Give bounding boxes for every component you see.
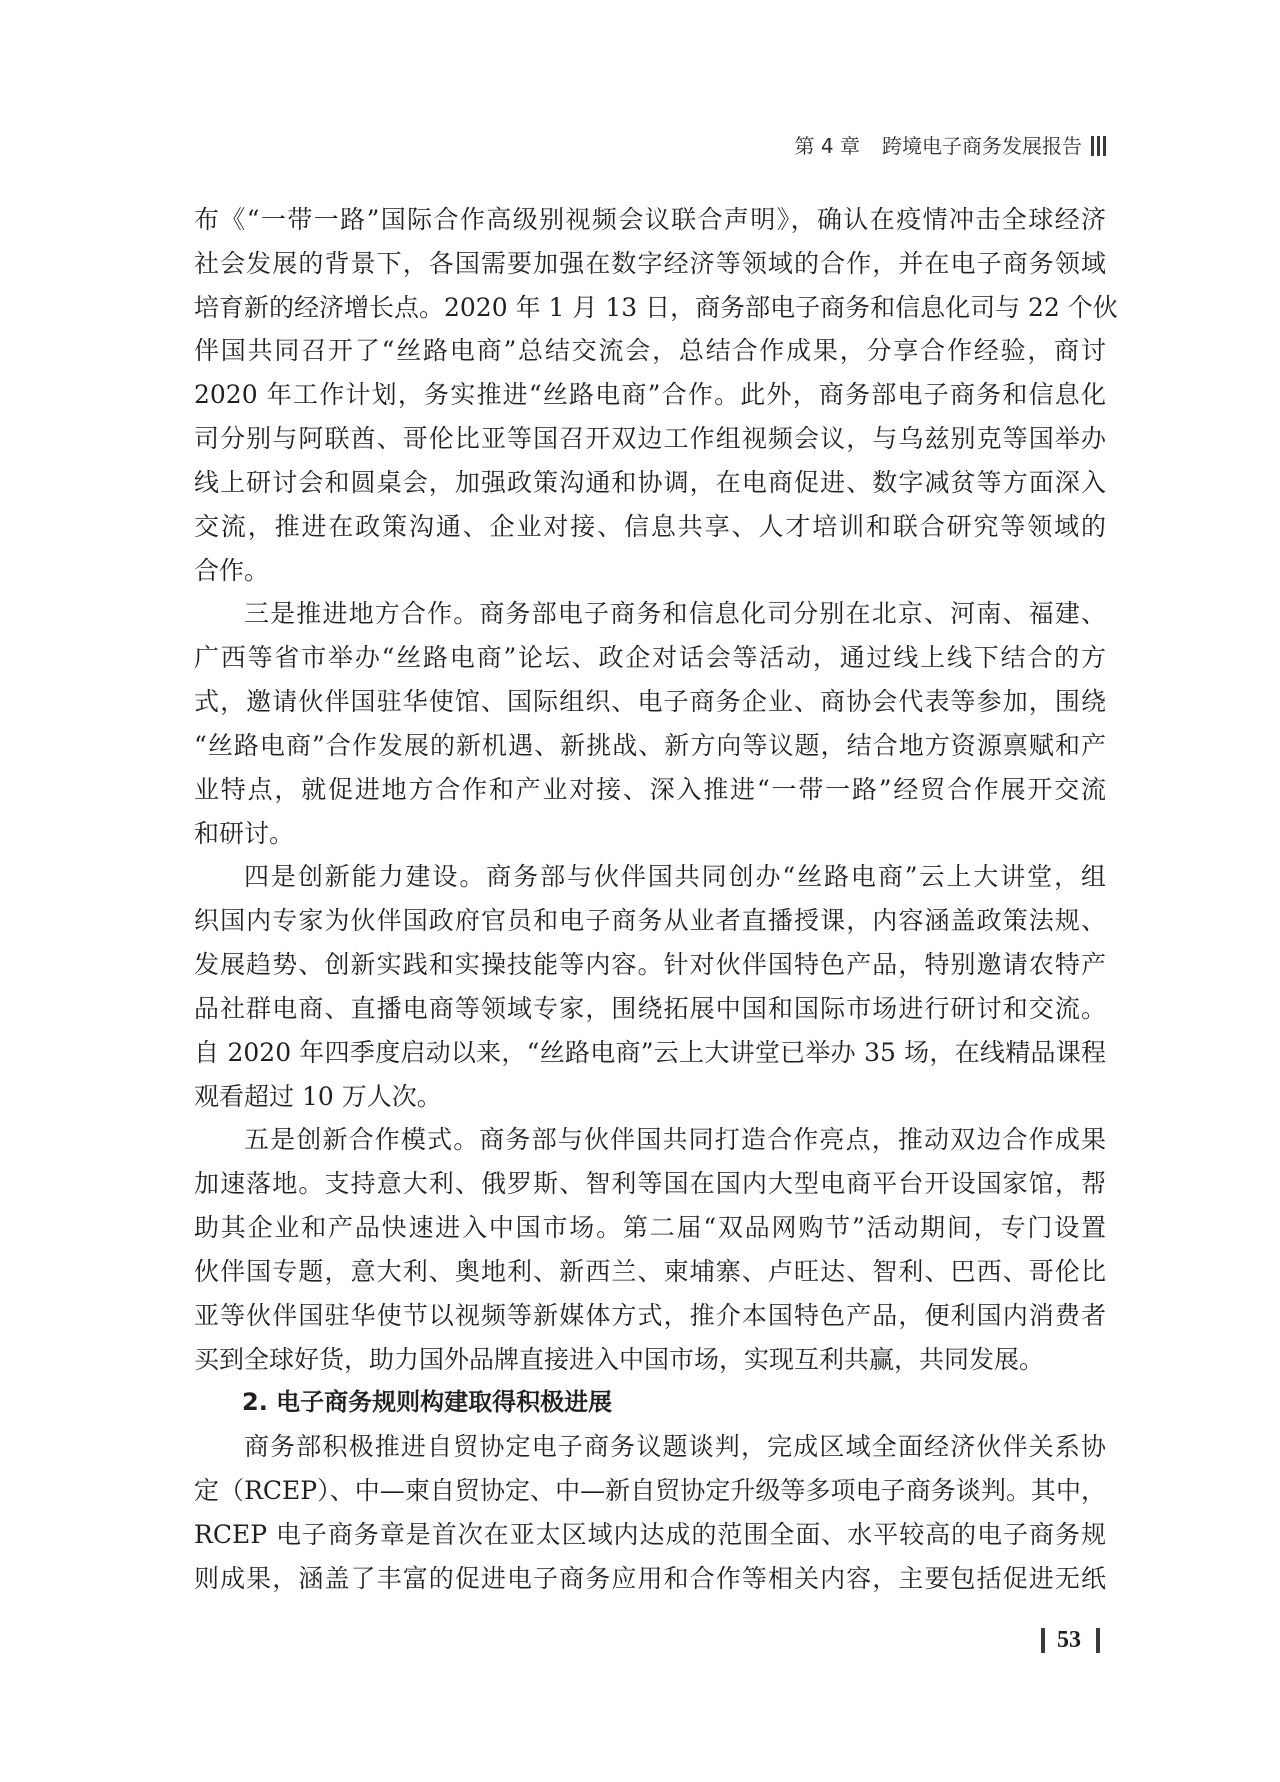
text-line: 助其企业和产品快速进入中国市场。第二届“双品网购节”活动期间，专门设置: [194, 1213, 1106, 1243]
text-line: 业特点，就促进地方合作和产业对接、深入推进“一带一路”经贸合作展开交流: [194, 774, 1106, 804]
header-bar: [1103, 136, 1106, 156]
text-line: 2020 年工作计划，务实推进“丝路电商”合作。此外，商务部电子商务和信息化: [194, 380, 1106, 410]
text-line: 培育新的经济增长点。2020 年 1 月 13 日，商务部电子商务和信息化司与 22 个伙: [194, 292, 1118, 322]
page-number: 53: [1057, 1627, 1081, 1653]
text-line: 交流，推进在政策沟通、企业对接、信息共享、人才培训和联合研究等领域的: [194, 511, 1106, 541]
paragraph: [194, 855, 1106, 1118]
text-line: 四是创新能力建设。商务部与伙伴国共同创办“丝路电商”云上大讲堂，组: [244, 862, 1106, 892]
section-heading: 2. 电子商务规则构建取得积极进展: [242, 1388, 613, 1417]
text-line: 五是创新合作模式。商务部与伙伴国共同打造合作亮点，推动双边合作成果: [244, 1125, 1106, 1155]
text-line: RCEP 电子商务章是首次在亚太区域内达成的范围全面、水平较高的电子商务规: [194, 1519, 1106, 1549]
running-header: [795, 132, 1106, 160]
paragraph: [194, 198, 1118, 592]
chapter-title: 跨境电子商务发展报告: [882, 134, 1082, 158]
header-bar: [1097, 136, 1100, 156]
folio-bar-left: [1041, 1628, 1045, 1653]
text-line: 和研讨。: [194, 818, 295, 848]
text-line: 买到全球好货，助力国外品牌直接进入中国市场，实现互利共赢，共同发展。: [194, 1344, 1045, 1374]
text-line: 三是推进地方合作。商务部电子商务和信息化司分别在北京、河南、福建、: [244, 599, 1106, 629]
chapter-number: 第 4 章: [794, 134, 860, 158]
header-bars-ornament: [1088, 136, 1106, 156]
text-line: 社会发展的背景下，各国需要加强在数字经济等领域的合作，并在电子商务领域: [194, 248, 1106, 278]
page-number-block: [1041, 1626, 1100, 1654]
text-line: 织国内专家为伙伴国政府官员和电子商务从业者直播授课，内容涵盖政策法规、: [194, 906, 1106, 936]
paragraph: [194, 592, 1106, 855]
text-line: 布《“一带一路”国际合作高级别视频会议联合声明》，确认在疫情冲击全球经济: [194, 205, 1106, 234]
text-line: 则成果，涵盖了丰富的促进电子商务应用和合作等相关内容，主要包括促进无纸: [194, 1563, 1106, 1593]
text-line: 合作。: [194, 555, 270, 585]
text-line: 观看超过 10 万人次。: [194, 1081, 442, 1111]
text-line: 品社群电商、直播电商等领域专家，围绕拓展中国和国际市场进行研讨和交流。: [194, 993, 1106, 1023]
text-line: 司分别与阿联酋、哥伦比亚等国召开双边工作组视频会议，与乌兹别克等国举办: [194, 424, 1106, 454]
paragraph: [194, 1118, 1106, 1381]
text-line: 式，邀请伙伴国驻华使馆、国际组织、电子商务企业、商协会代表等参加，围绕: [194, 687, 1106, 717]
text-line: 伴国共同召开了“丝路电商”总结交流会，总结合作成果，分享合作经验，商讨: [194, 336, 1106, 366]
text-line: 自 2020 年四季度启动以来，“丝路电商”云上大讲堂已举办 35 场，在线精品课程: [194, 1037, 1106, 1067]
text-line: 线上研讨会和圆桌会，加强政策沟通和协调，在电商促进、数字减贫等方面深入: [194, 467, 1106, 497]
text-line: 定（RCEP）、中—柬自贸协定、中—新自贸协定升级等多项电子商务谈判。其中，: [194, 1476, 1106, 1506]
text-line: 发展趋势、创新实践和实操技能等内容。针对伙伴国特色产品，特别邀请农特产: [194, 950, 1106, 980]
text-line: 商务部积极推进自贸协定电子商务议题谈判，完成区域全面经济伙伴关系协: [244, 1432, 1106, 1462]
header-bar: [1091, 136, 1094, 156]
text-line: 广西等省市举办“丝路电商”论坛、政企对话会等活动，通过线上线下结合的方: [194, 643, 1106, 673]
body-text: [194, 198, 1118, 1601]
folio-bar-right: [1096, 1628, 1100, 1653]
text-line: “丝路电商”合作发展的新机遇、新挑战、新方向等议题，结合地方资源禀赋和产: [194, 730, 1106, 760]
text-line: 亚等伙伴国驻华使节以视频等新媒体方式，推介本国特色产品，便利国内消费者: [194, 1300, 1106, 1330]
paragraph: [194, 1425, 1106, 1600]
text-line: 加速落地。支持意大利、俄罗斯、智利等国在国内大型电商平台开设国家馆，帮: [194, 1169, 1106, 1199]
text-line: 伙伴国专题，意大利、奥地利、新西兰、柬埔寨、卢旺达、智利、巴西、哥伦比: [194, 1256, 1106, 1286]
